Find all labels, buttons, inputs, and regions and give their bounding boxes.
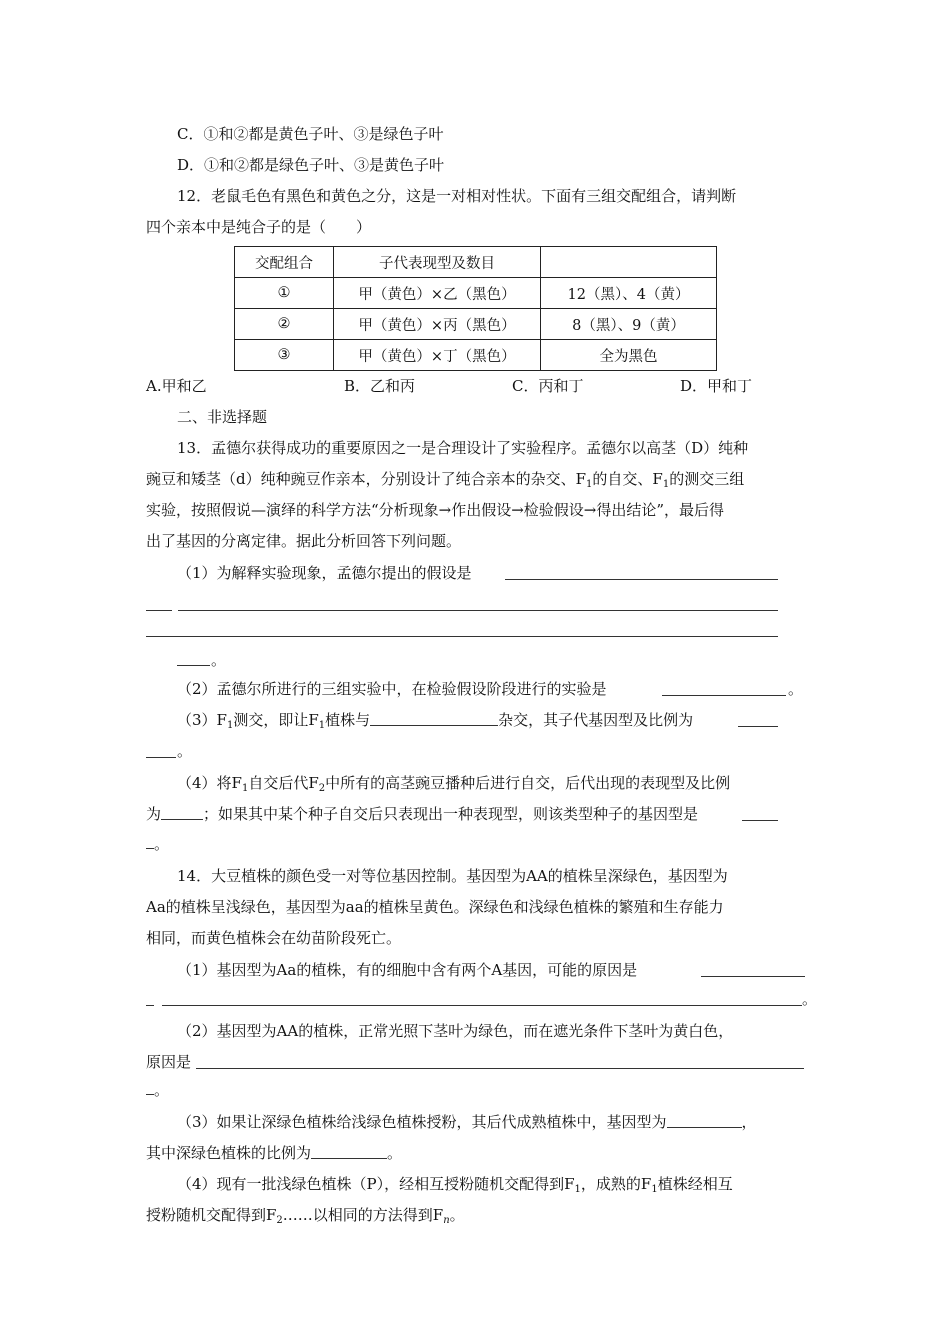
- q13-para-line2: 豌豆和矮茎（d）纯种豌豆作亲本，分别设计了纯合亲本的杂交、$F_1$的自交、$F_1$的测交三组: [146, 470, 745, 490]
- answer-blank[interactable]: [742, 820, 778, 821]
- table-cell: ②: [235, 309, 334, 340]
- table-header-cell: 交配组合: [235, 247, 334, 278]
- q14-sub2-line1: （2）基因型为AA的植株，正常光照下茎叶为绿色，而在遮光条件下茎叶为黄白色，: [177, 1022, 734, 1040]
- answer-blank[interactable]: [177, 665, 210, 666]
- q12-options: [146, 376, 786, 396]
- q13-sub1: （1）为解释实验现象，孟德尔提出的假设是: [177, 564, 472, 582]
- table-row: [235, 309, 717, 340]
- q14-sub4-line2: 授粉随机交配得到$F_2\dots\dots$以相同的方法得到$F_n$。: [146, 1206, 465, 1226]
- q14-para-line1: 14．大豆植株的颜色受一对等位基因控制。基因型为AA的植株呈深绿色，基因型为: [177, 867, 728, 885]
- period-mark: 。: [154, 1081, 170, 1099]
- table-row: [235, 278, 717, 309]
- answer-blank[interactable]: [161, 805, 203, 820]
- q11-option-d: D．①和②都是绿色子叶、③是黄色子叶: [177, 156, 445, 174]
- table-header-row: [235, 247, 717, 278]
- q13-sub4-line1: （4）将$F_1$自交后代$F_2$中所有的高茎豌豆播种后进行自交，后代出现的表现型及比例: [177, 774, 731, 794]
- q12-option-c: C．丙和丁: [512, 377, 584, 395]
- answer-blank[interactable]: [162, 1005, 802, 1006]
- table-cell: 8（黑）、9（黄）: [541, 309, 717, 340]
- q13-para-line3: 实验，按照假说—演绎的科学方法“分析现象→作出假设→检验假设→得出结论”，最后得: [146, 501, 725, 519]
- answer-blank[interactable]: [701, 976, 805, 977]
- q12-stem-line1: 12．老鼠毛色有黑色和黄色之分，这是一对相对性状。下面有三组交配组合，请判断: [177, 187, 737, 205]
- table-cell: 12（黑）、4（黄）: [541, 278, 717, 309]
- answer-blank[interactable]: [146, 757, 176, 758]
- table-cell: 甲（黄色）×乙（黑色）: [334, 278, 541, 309]
- answer-blank[interactable]: [505, 579, 778, 580]
- q12-option-a: A.甲和乙: [146, 377, 207, 395]
- answer-blank[interactable]: [146, 636, 778, 637]
- table-row: [235, 340, 717, 371]
- table-cell: 甲（黄色）×丙（黑色）: [334, 309, 541, 340]
- q13-para-line1: 13．孟德尔获得成功的重要原因之一是合理设计了实验程序。孟德尔以高茎（D）纯种: [177, 439, 749, 457]
- answer-blank[interactable]: [370, 711, 498, 726]
- answer-blank[interactable]: [311, 1144, 387, 1159]
- answer-blank[interactable]: [662, 695, 786, 696]
- table-cell: ①: [235, 278, 334, 309]
- q14-para-line3: 相同，而黄色植株会在幼苗阶段死亡。: [146, 929, 402, 947]
- q14-sub3-line1: （3）如果让深绿色植株给浅绿色植株授粉，其后代成熟植株中，基因型为 ，: [177, 1113, 757, 1131]
- answer-blank[interactable]: [146, 1094, 154, 1095]
- period-mark: 。: [788, 680, 804, 698]
- mating-table: [234, 246, 717, 371]
- q13-sub4-line2: 为 ；如果其中某个种子自交后只表现出一种表现型，则该类型种子的基因型是: [146, 805, 699, 823]
- period-mark: 。: [211, 651, 227, 669]
- q12-stem-line2: 四个亲本中是纯合子的是（ ）: [146, 218, 372, 236]
- q12-option-d: D．甲和丁: [680, 377, 753, 395]
- table-cell: ③: [235, 340, 334, 371]
- period-mark: 。: [802, 990, 818, 1008]
- answer-blank[interactable]: [146, 848, 154, 849]
- table-header-cell: [541, 247, 717, 278]
- q12-option-b: B．乙和丙: [344, 377, 416, 395]
- table-cell: 甲（黄色）×丁（黑色）: [334, 340, 541, 371]
- q14-sub3-line2: 其中深绿色植株的比例为 。: [146, 1144, 403, 1162]
- q11-option-c: C．①和②都是黄色子叶、③是绿色子叶: [177, 125, 444, 143]
- q13-sub2: （2）孟德尔所进行的三组实验中，在检验假设阶段进行的实验是: [177, 680, 607, 698]
- answer-blank[interactable]: [146, 1005, 154, 1006]
- answer-blank[interactable]: [178, 610, 778, 611]
- q14-sub1: （1）基因型为Aa的植株，有的细胞中含有两个A基因，可能的原因是: [177, 961, 638, 979]
- q13-sub3: $(3)F_1$测交，即让$F_1$植株与 杂交，其子代基因型及比例为: [177, 711, 694, 731]
- period-mark: 。: [154, 835, 170, 853]
- table-header-cell: 子代表现型及数目: [334, 247, 541, 278]
- q14-para-line2: Aa的植株呈浅绿色，基因型为aa的植株呈黄色。深绿色和浅绿色植株的繁殖和生存能力: [146, 898, 724, 916]
- q13-para-line4: 出了基因的分离定律。据此分析回答下列问题。: [146, 532, 462, 550]
- q14-sub4-line1: （4）现有一批浅绿色植株（P），经相互授粉随机交配得到$F_1$，成熟的$F_1$植株经相互: [177, 1175, 733, 1195]
- section-title: 二、非选择题: [177, 408, 268, 426]
- answer-blank[interactable]: [667, 1113, 742, 1128]
- table-cell: 全为黑色: [541, 340, 717, 371]
- answer-blank[interactable]: [146, 610, 172, 611]
- answer-blank[interactable]: [738, 726, 778, 727]
- period-mark: 。: [177, 742, 193, 760]
- q14-sub2-line2: 原因是: [146, 1053, 192, 1071]
- answer-blank[interactable]: [196, 1068, 804, 1069]
